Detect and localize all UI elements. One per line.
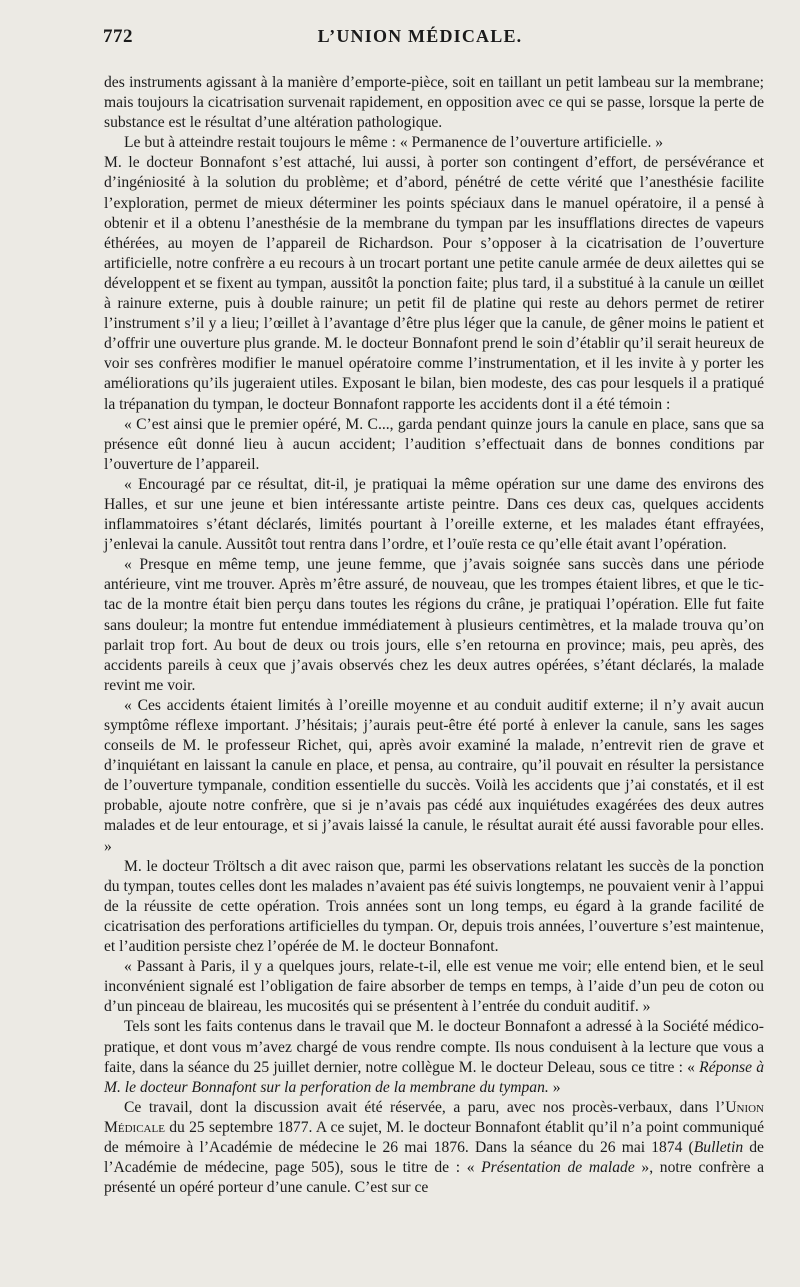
running-title: L’UNION MÉDICALE. [317, 26, 523, 46]
paragraph: Tels sont les faits contenus dans le travail que M. le docteur Bonnafont a adressé à la Société médico-pratique, et dont vous m’avez chargé de vous rendre compte. Ils nous conduisent à la lecture que vous a faite, dans la séance du 25 juillet dernier, notre collègue M. le docteur Deleau, sous ce titre : « Réponse à M. le docteur Bonnafont sur la perforation de la membrane du tympan. » [104, 1018, 764, 1096]
paragraph: Le but à atteindre restait toujours le même : « Permanence de l’ouverture artificielle. » [124, 134, 664, 152]
page-number: 772 [103, 26, 133, 47]
paragraph: M. le docteur Bonnafont s’est attaché, lui aussi, à porter son contingent d’effort, de persévérance et d’ingéniosité à la solution du problème; et d’abord, pénétré de cette vérité que l’anesthésie facilite l’exploration, permet de mieux déterminer les points spéciaux dans le manuel opératoire, il a pensé à obtenir et il a obtenu l’anesthésie de la membrane du tympan par les insufflations directes de vapeurs éthérées, au moyen de l’appareil de Richardson. Pour s’opposer à la cicatrisation de l’ouverture artificielle, notre confrère a eu recours à un trocart portant une petite canule armée de deux ailettes qui se développent et se fixent au tympan, aussitôt la ponction faite; plus tard, il a substitué à la canule un œillet à rainure externe, puis à double rainure; un petit fil de platine qui reste au dehors permet de retirer l’instrument s’il y a lieu; l’œillet à l’avantage d’être plus léger que la canule, de gêner moins le patient et d’offrir une ouverture plus grande. M. le docteur Bonnafont prend le soin d’établir qu’il serait heureux de voir ses confrères modifier le manuel opératoire comme l’instrumentation, et il les invite à y porter les améliorations qu’ils jugeraient utiles. Exposant le bilan, bien modeste, des cas pour lesquels il a pratiqué la trépanation du tympan, le docteur Bonnafont rapporte les accidents dont il a été témoin : [104, 154, 764, 413]
quoted-paragraph: « Passant à Paris, il y a quelques jours, relate-t-il, elle est venue me voir; elle entend bien, et le seul inconvénient signalé est l’obligation de faire absorber de temps en temps, à l’aide d’un peu de coton ou d’un pinceau de blaireau, les mucosités qui se présentent à l’entrée du conduit auditif. » [104, 958, 764, 1016]
cited-title: Réponse à M. le docteur Bonnafont sur la perforation de la membrane du tympan. [104, 1058, 764, 1096]
quoted-paragraph: « Presque en même temp, une jeune femme, que j’avais soignée sans succès dans une période antérieure, vint me trouver. Après m’être assuré, de nouveau, que les trompes étaient libres, et que le tic-tac de la montre était bien perçu dans toutes les régions du crâne, je pratiquai l’opération. Elle fut faite sans douleur; la montre fut entendue immédiatement à plusieurs centimètres, et la malade trouva qu’on parlait trop fort. Au bout de deux ou trois jours, elle s’en retourna en province; mais, peu après, des accidents pareils à ceux que j’avais observés chez les deux autres opérées, s’étant déclarés, la malade revint me voir. [104, 556, 764, 694]
page-header [0, 22, 800, 52]
paragraph: des instruments agissant à la manière d’emporte-pièce, soit en taillant un petit lambeau sur la membrane; mais toujours la cicatrisation survenait rapidement, en opposition avec ce qui se passe, lorsque la perte de substance est le résultat d’une altération pathologique. [104, 74, 764, 132]
bulletin-title: Bulletin [693, 1138, 744, 1156]
article-body [104, 73, 764, 1198]
journal-name: Union Médicale [104, 1098, 764, 1136]
paragraph: Ce travail, dont la discussion avait été réservée, a paru, avec nos procès-verbaux, dans l’Union Médicale du 25 septembre 1877. A ce sujet, M. le docteur Bonnafont établit qu’il n’a point communiqué de mémoire à l’Académie de médecine le 26 mai 1876. Dans la séance du 26 mai 1874 (Bulletin de l’Académie de médecine, page 505), sous le titre de : « Présentation de malade », notre confrère a présenté un opéré porteur d’une canule. C’est sur ce [104, 1098, 764, 1197]
quoted-paragraph: « Ces accidents étaient limités à l’oreille moyenne et au conduit auditif externe; il n’y avait aucun symptôme réflexe important. J’hésitais; j’aurais peut-être été porté à enlever la canule, sans les sages conseils de M. le professeur Richet, qui, après avoir examiné la malade, n’entrevit rien de grave et d’inquiétant en laissant la canule en place, et pensa, au contraire, qu’il pouvait en résulter la persistance de l’ouverture tympanale, condition essentielle du succès. Voilà les accidents que j’ai constatés, et il est probable, ajoute notre confrère, que si je n’avais pas cédé aux inquiétudes exagérées des deux autres malades et de leur entourage, et si j’avais laissé la canule, le résultat aurait été aussi favorable pour elles. » [104, 696, 764, 855]
paragraph: M. le docteur Tröltsch a dit avec raison que, parmi les observations relatant les succès de la ponction du tympan, toutes celles dont les malades n’avaient pas été suivis longtemps, ne pouvaient venir à l’appui de la réussite de cette opération. Trois années sont un long temps, eu égard à la grande facilité de cicatrisation des perforations artificielles du tympan. Or, depuis trois années, l’ouverture s’est maintenue, et l’audition persiste chez l’opérée de M. le docteur Bonnafont. [104, 857, 764, 956]
quoted-paragraph: « C’est ainsi que le premier opéré, M. C..., garda pendant quinze jours la canule en place, sans que sa présence eût donné lieu à aucun accident; l’audition s’effectuait dans de bonnes conditions par l’ouverture de l’appareil. [104, 415, 764, 473]
presentation-title: Présentation de malade [481, 1159, 635, 1177]
quoted-paragraph: « Encouragé par ce résultat, dit-il, je pratiquai la même opération sur une dame des environs des Halles, et sur une jeune et bien intéressante artiste peintre. Dans ces deux cas, quelques accidents inflammatoires s’étant déclarés, limités pourtant à l’oreille externe, et les malades étant effrayées, j’enlevai la canule. Aussitôt tout rentra dans l’ordre, et l’ouïe resta ce qu’elle était avant l’opération. [104, 475, 764, 554]
